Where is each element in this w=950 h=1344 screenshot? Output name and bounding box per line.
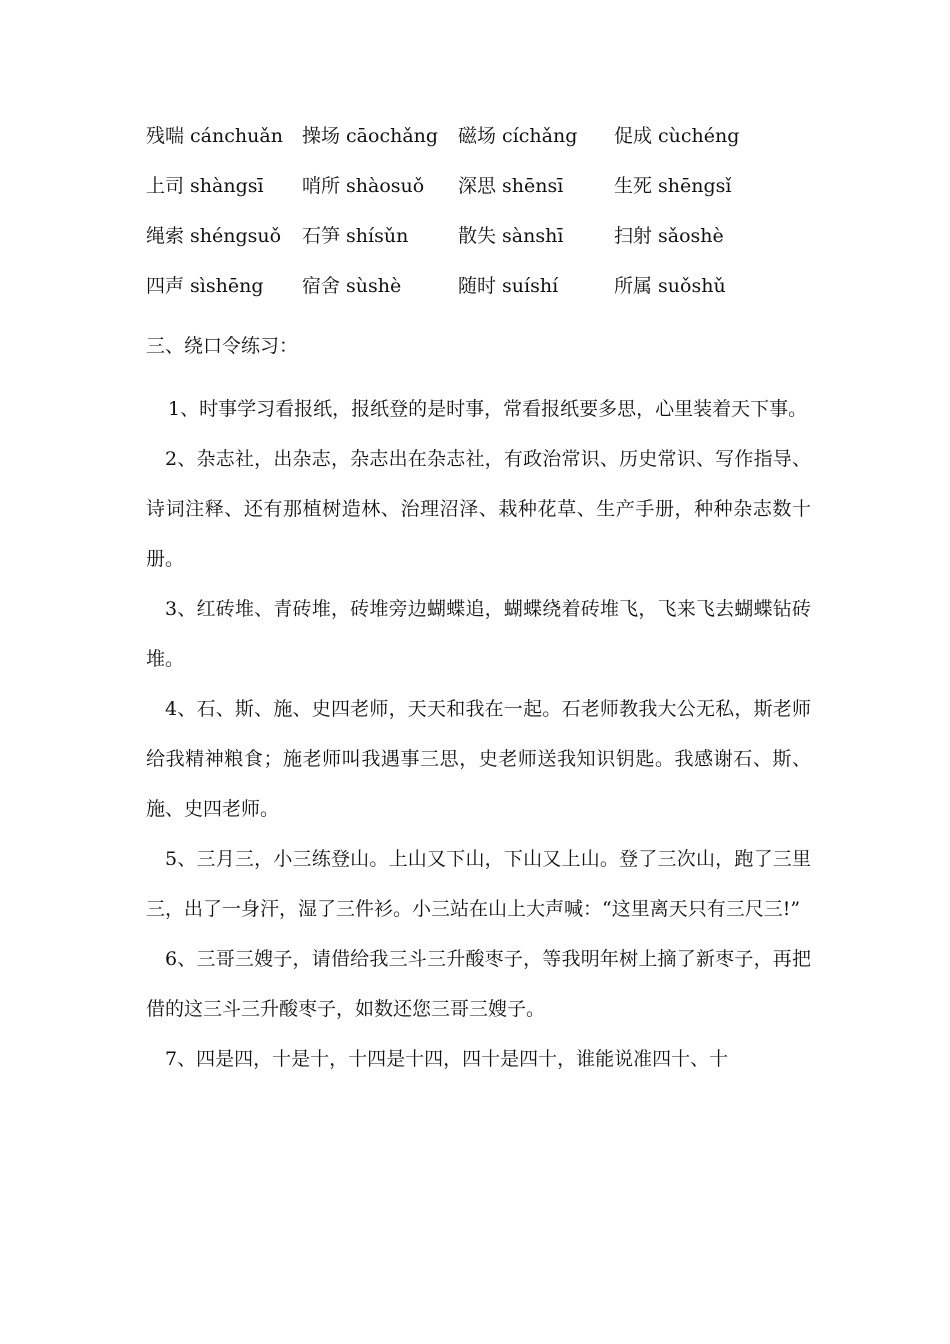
tongue-twister-paragraph: 6、三哥三嫂子，请借给我三斗三升酸枣子，等我明年树上摘了新枣子，再把借的这三斗三升酸枣子，如数还您三哥三嫂子。 — [146, 948, 811, 1020]
pinyin-word-grid — [146, 118, 811, 318]
tongue-twister-paragraph: 4、石、斯、施、史四老师，天天和我在一起。石老师教我大公无私，斯老师给我精神粮食；施老师叫我遇事三思，史老师送我知识钥匙。我感谢石、斯、施、史四老师。 — [146, 698, 811, 820]
document-page — [146, 118, 811, 1084]
tongue-twister-paragraph: 7、四是四，十是十，十四是十四，四十是四十，谁能说准四十、十 — [165, 1048, 729, 1070]
word-item: 残喘 cánchuǎn — [146, 125, 283, 147]
tongue-twister-paragraph: 5、三月三，小三练登山。上山又下山，下山又上山。登了三次山，跑了三里三，出了一身汗，湿了三件衫。小三站在山上大声喊：“这里离天只有三尺三!” — [146, 848, 811, 920]
word-item: 上司 shàngsī — [146, 175, 264, 197]
word-item: 宿舍 sùshè — [302, 275, 402, 297]
word-item: 促成 cùchéng — [614, 125, 740, 147]
word-item: 四声 sìshēng — [146, 275, 264, 297]
tongue-twister-paragraph: 1、时事学习看报纸，报纸登的是时事，常看报纸要多思，心里装着天下事。 — [168, 398, 808, 420]
tongue-twister-paragraph: 3、红砖堆、青砖堆，砖堆旁边蝴蝶追，蝴蝶绕着砖堆飞，飞来飞去蝴蝶钻砖堆。 — [146, 598, 811, 670]
section-heading: 三、绕口令练习： — [146, 335, 299, 357]
word-item: 绳索 shéngsuǒ — [146, 225, 282, 247]
word-item: 磁场 cíchǎng — [458, 125, 578, 147]
word-item: 哨所 shàosuǒ — [302, 175, 425, 197]
word-item: 扫射 sǎoshè — [614, 225, 724, 247]
word-item: 石笋 shísǔn — [302, 225, 409, 247]
word-item: 随时 suíshí — [458, 275, 559, 297]
word-item: 操场 cāochǎng — [302, 125, 439, 147]
word-item: 生死 shēngsǐ — [614, 175, 732, 197]
word-item: 深思 shēnsī — [458, 175, 564, 197]
word-item: 散失 sànshī — [458, 225, 564, 247]
tongue-twister-paragraph: 2、杂志社，出杂志，杂志出在杂志社，有政治常识、历史常识、写作指导、诗词注释、还有那植树造林、治理沼泽、栽种花草、生产手册，种种杂志数十册。 — [146, 448, 811, 570]
word-item: 所属 suǒshǔ — [614, 275, 726, 297]
